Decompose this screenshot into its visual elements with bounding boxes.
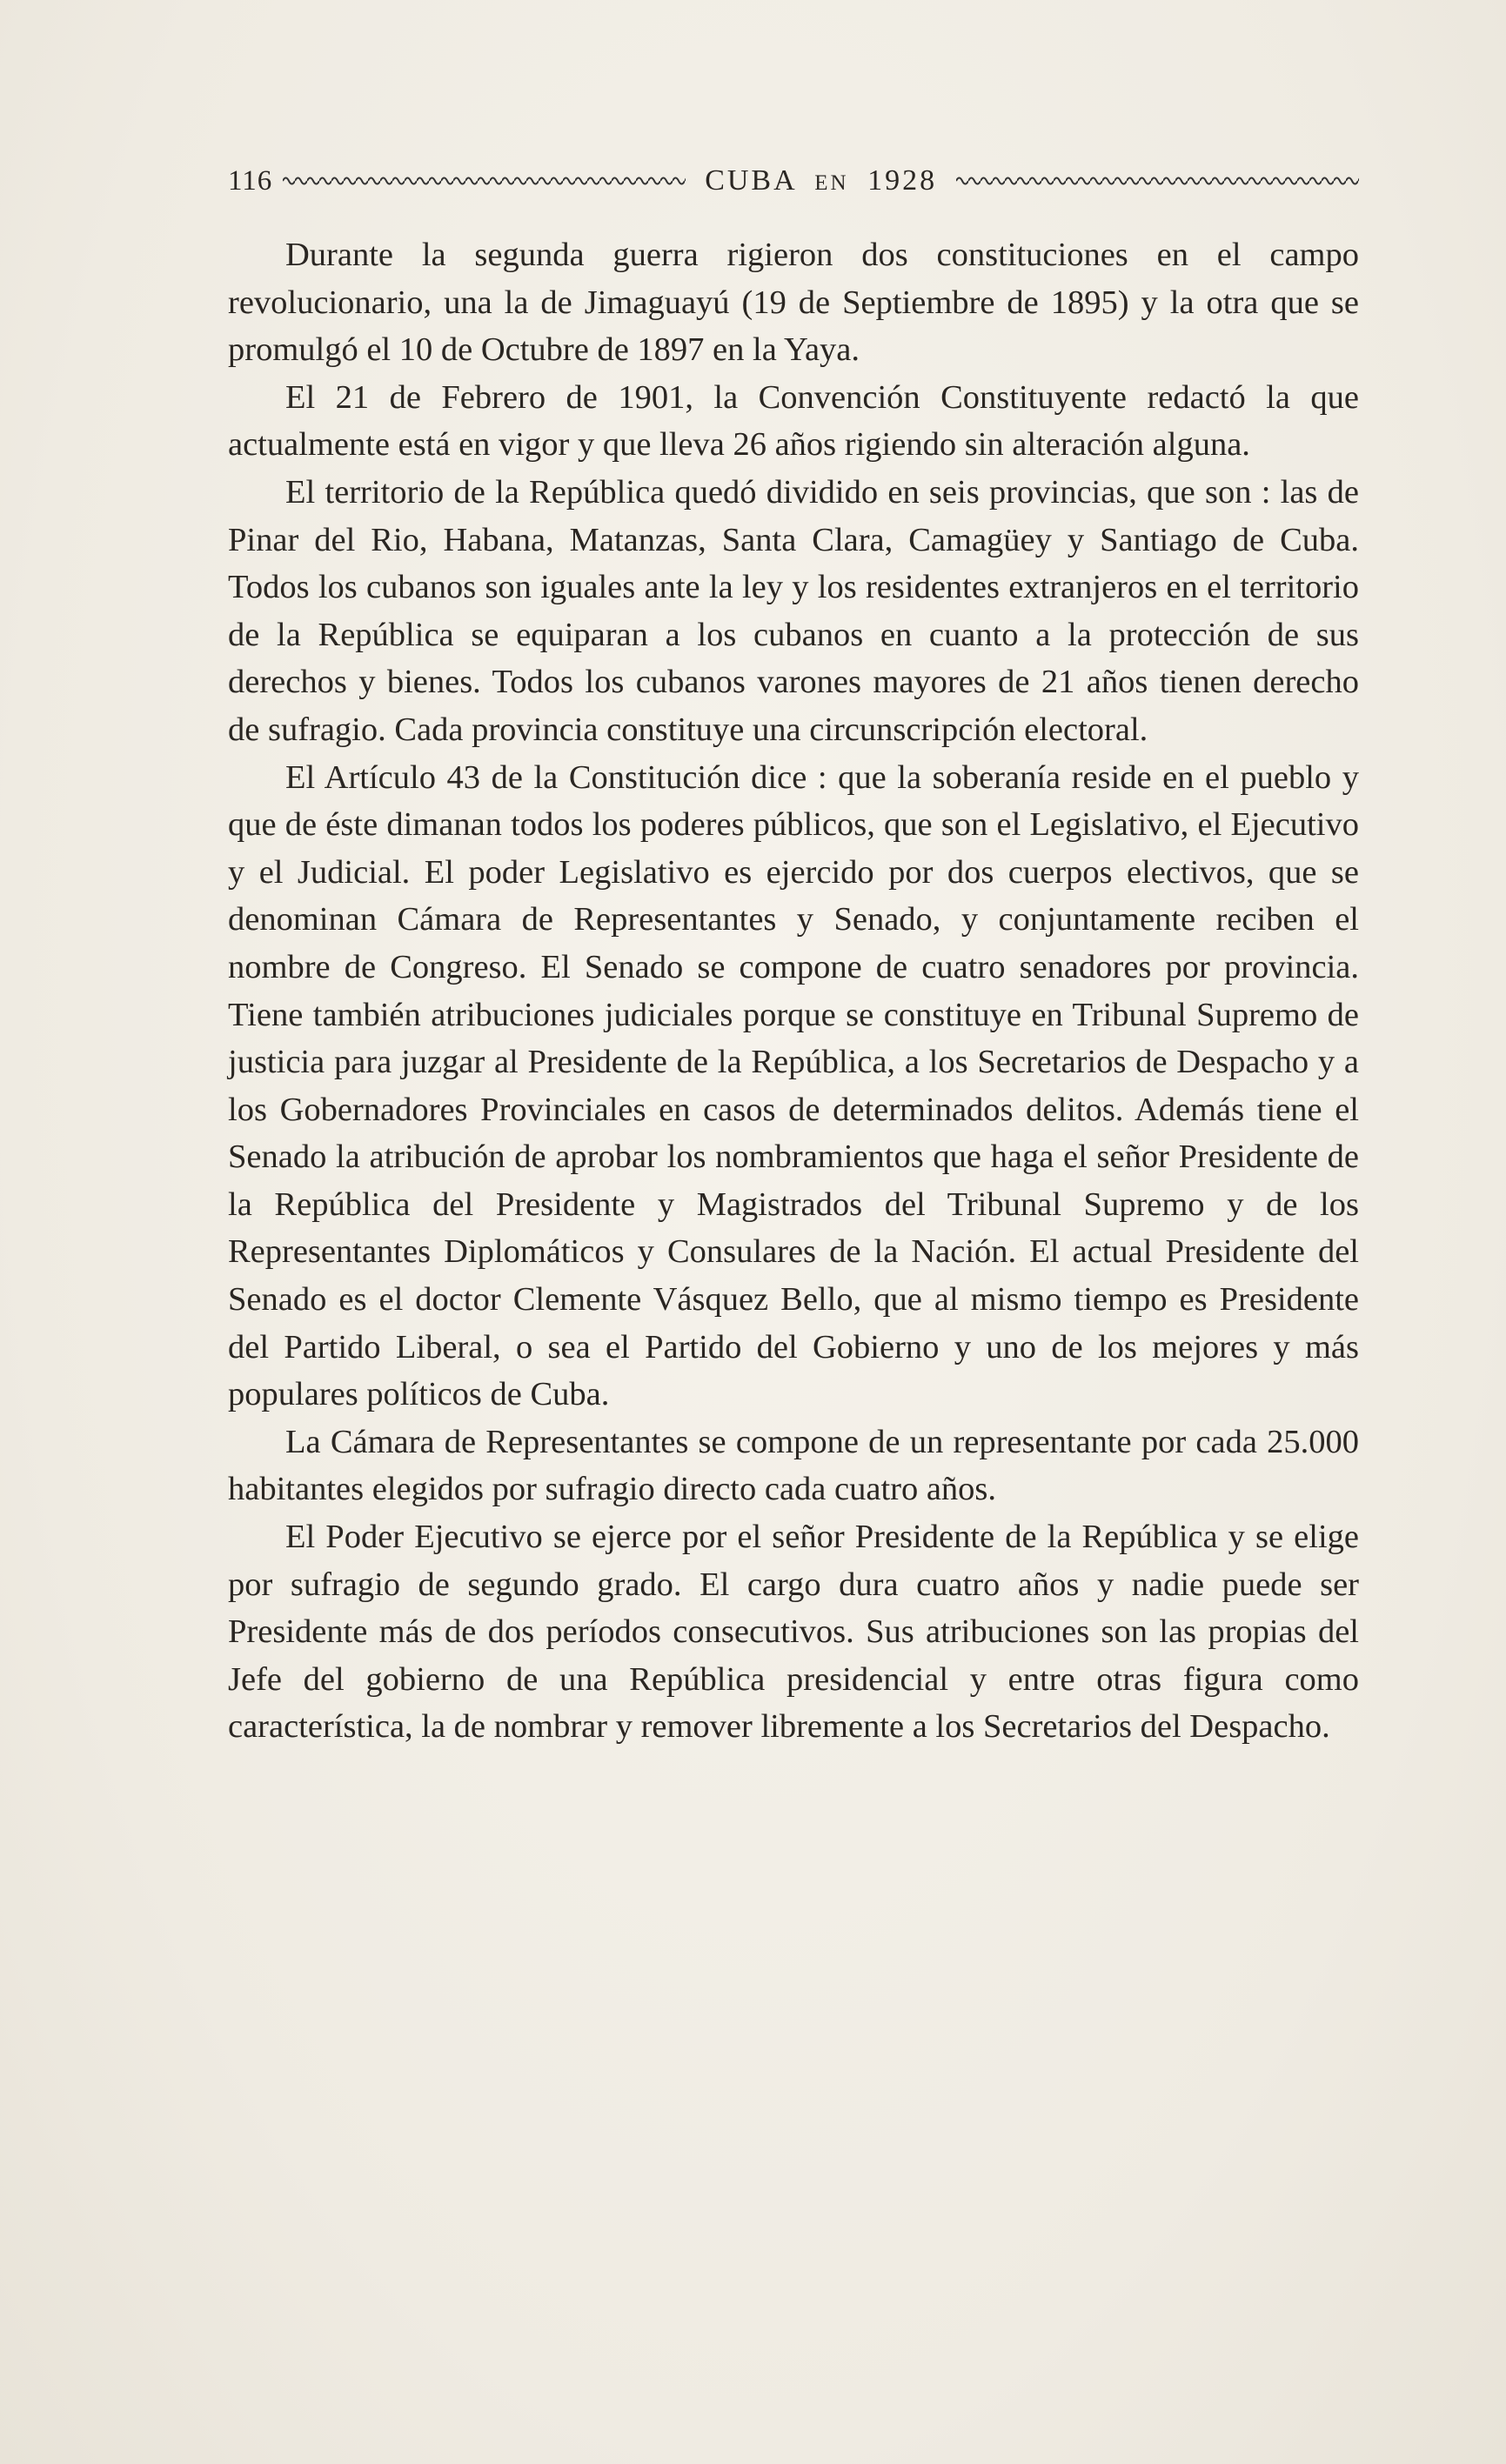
running-header	[228, 158, 1359, 204]
running-title-main: CUBA	[705, 164, 796, 197]
header-ornament-left	[283, 175, 686, 187]
page-number: 116	[228, 164, 273, 197]
paragraph: La Cámara de Representantes se compone de un representante por cada 25.000 habitantes elegidos por sufragio directo cada cuatro años.	[228, 1423, 1359, 1508]
running-title-year: 1928	[867, 164, 938, 197]
paragraph: El 21 de Febrero de 1901, la Convención Constituyente redactó la que actualmente está en vigor y que lleva 26 años rigiendo sin alteración alguna.	[228, 378, 1359, 464]
paragraph: El Artículo 43 de la Constitución dice : que la soberanía reside en el pueblo y que de éste dimanan todos los poderes públicos, que son el Legislativo, el Ejecutivo y el Judicial. El poder Legislativo es ejercido por dos cuerpos electivos, que se denominan Cámara de Representantes y Senado, y conjuntamente reciben el nombre de Congreso. El Senado se compone de cuatro senadores por provincia. Tiene también atribuciones judiciales porque se constituye en Tribunal Supremo de justicia para juzgar al Presidente de la República, a los Secretarios de Despacho y a los Gobernadores Provinciales en casos de determinados delitos. Además tiene el Senado la atribución de aprobar los nombramientos que haga el señor Presidente de la República del Presidente y Magistrados del Tribunal Supremo y de los Representantes Diplomáticos y Consulares de la Nación. El actual Presidente del Senado es el doctor Clemente Vásquez Bello, que al mismo tiempo es Presidente del Partido Liberal, o sea el Partido del Gobierno y uno de los mejores y más populares políticos de Cuba.	[228, 758, 1359, 1413]
body-text	[228, 231, 1359, 1751]
header-ornament-right	[956, 175, 1359, 187]
paragraph: El territorio de la República quedó dividido en seis provincias, que son : las de Pinar del Rio, Habana, Matanzas, Santa Clara, Camagüey y Santiago de Cuba. Todos los cubanos son iguales ante la ley y los residentes extranjeros en el territorio de la República se equiparan a los cubanos en cuanto a la protección de sus derechos y bienes. Todos los cubanos varones mayores de 21 años tienen derecho de sufragio. Cada provincia constituye una circunscripción electoral.	[228, 473, 1359, 748]
paragraph: El Poder Ejecutivo se ejerce por el señor Presidente de la República y se elige por sufragio de segundo grado. El cargo dura cuatro años y nadie puede ser Presidente más de dos períodos consecutivos. Sus atribuciones son las propias del Jefe del gobierno de una República presidencial y entre otras figura como característica, la de nombrar y remover libremente a los Secretarios del Despacho.	[228, 1519, 1359, 1746]
running-title-small: EN	[814, 171, 849, 195]
running-title	[705, 164, 937, 197]
paragraph: Durante la segunda guerra rigieron dos constituciones en el campo revolucionario, una la de Jimaguayú (19 de Septiembre de 1895) y la otra que se promulgó el 10 de Octubre de 1897 en la Yaya.	[228, 237, 1359, 369]
